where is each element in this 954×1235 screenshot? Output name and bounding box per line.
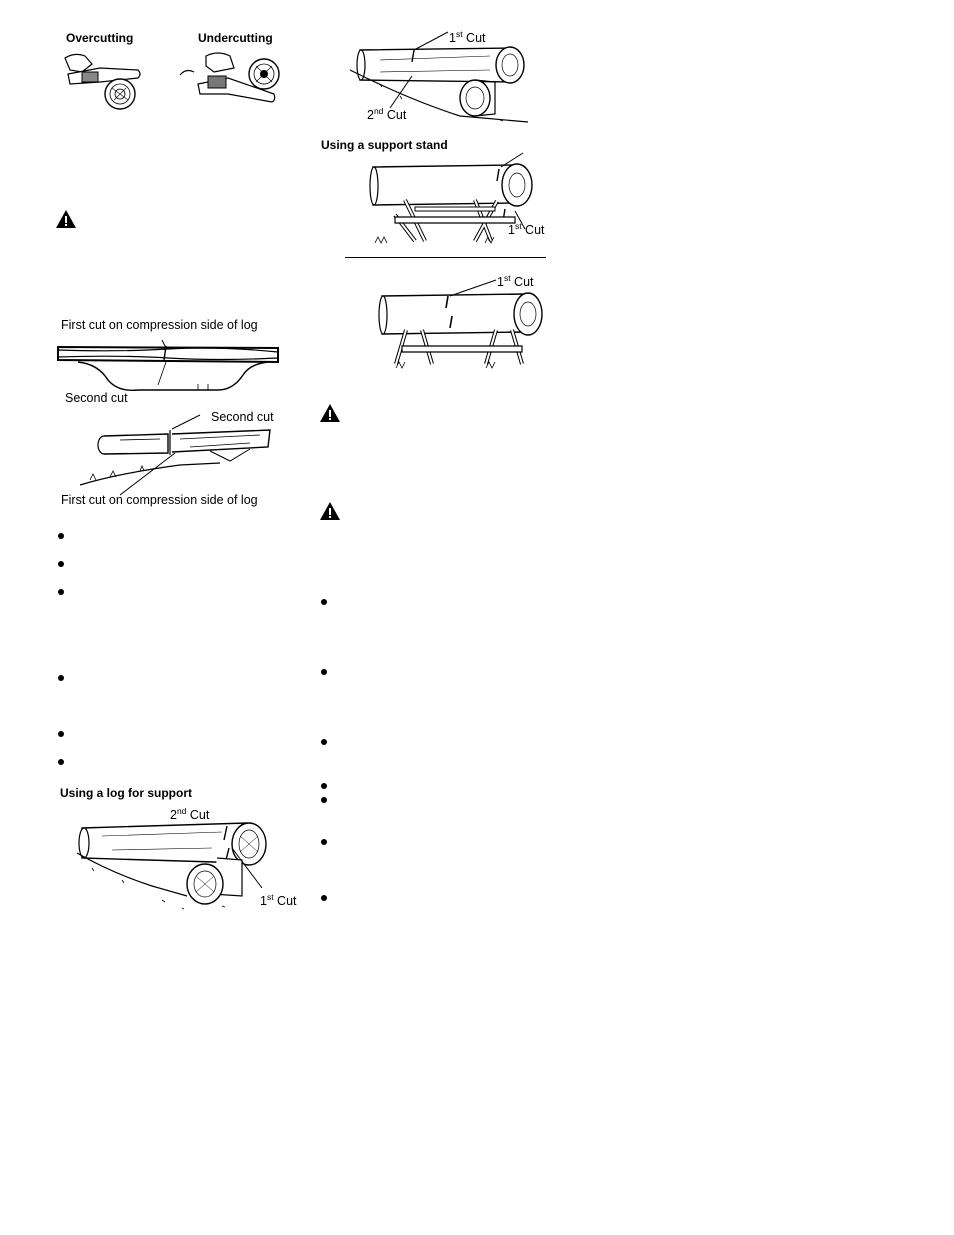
stand2-1st-cut-label: 1st Cut [497, 273, 534, 290]
overcutting-heading: Overcutting [66, 31, 134, 45]
bullet-left-2 [58, 561, 64, 567]
support-stand-heading: Using a support stand [321, 138, 448, 152]
bullet-right-4 [321, 783, 327, 789]
stand-1st-cut-label: 1st Cut [508, 221, 545, 238]
bullet-right-6 [321, 839, 327, 845]
top-1st-cut-label: 1st Cut [449, 29, 486, 46]
bullet-right-5 [321, 797, 327, 803]
support-stand-illustration-2 [376, 288, 546, 378]
undercutting-heading: Undercutting [198, 31, 273, 45]
warning-icon [55, 209, 77, 229]
second-cut-label-b: Second cut [211, 410, 274, 424]
bullet-left-3 [58, 589, 64, 595]
second-cut-label-a: Second cut [65, 391, 128, 405]
top-2nd-cut-label: 2nd Cut [367, 106, 407, 123]
bullet-right-3 [321, 739, 327, 745]
log-supported-ends-illustration [80, 425, 280, 495]
warning-icon [319, 501, 341, 521]
bullet-right-1 [321, 599, 327, 605]
bullet-left-1 [58, 533, 64, 539]
log-support-heading: Using a log for support [60, 786, 192, 800]
undercutting-illustration [178, 50, 283, 115]
bullet-right-7 [321, 895, 327, 901]
overcutting-illustration [60, 50, 145, 110]
bullet-right-2 [321, 669, 327, 675]
warning-icon [319, 403, 341, 423]
log-on-log-support-illustration [72, 818, 272, 913]
first-cut-compression-label-top: First cut on compression side of log [61, 318, 258, 332]
log-over-depression-illustration [58, 340, 280, 395]
log-support-1st-cut-label: 1st Cut [260, 892, 297, 909]
bullet-left-4 [58, 675, 64, 681]
bullet-left-5 [58, 731, 64, 737]
bullet-left-6 [58, 759, 64, 765]
section-divider [345, 257, 546, 258]
first-cut-compression-label-bottom: First cut on compression side of log [61, 493, 258, 507]
log-support-2nd-cut-label: 2nd Cut [170, 806, 210, 823]
